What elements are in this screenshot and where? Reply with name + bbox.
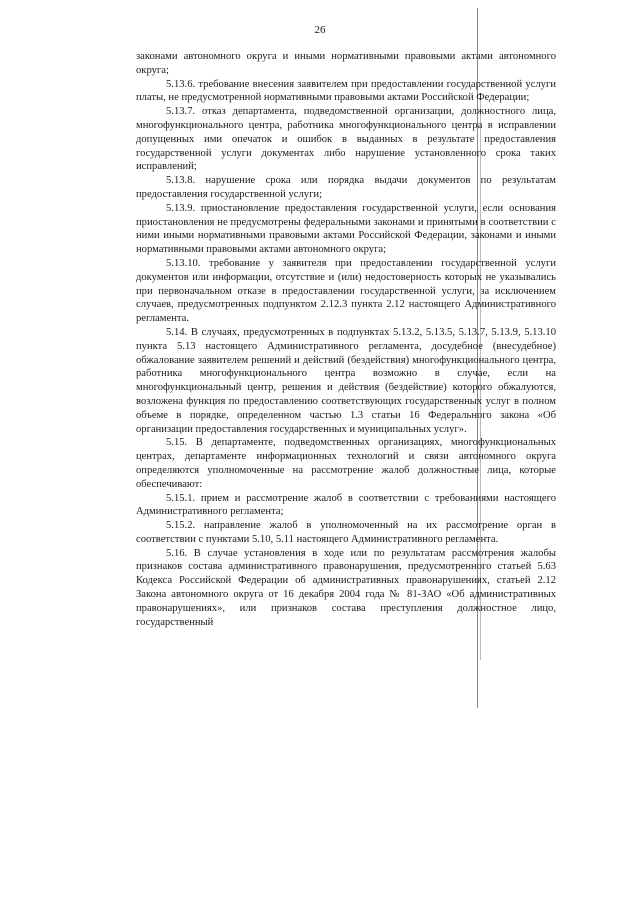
- paragraph: законами автономного округа и иными нормативными правовыми актами автономного округа;: [136, 51, 556, 76]
- paragraph: 5.13.9. приостановление предоставления государственной услуги, если основания приостановления не предусмотрены федеральными законами и принятыми в соответствии с ними иными нормативными правовыми актами Российской Федерации, законами и иными нормативными правовыми актами автономного округа;: [136, 202, 556, 256]
- paragraph: 5.13.10. требование у заявителя при предоставлении государственной услуги документов или информации, отсутствие и (или) недостоверность которых не указывались при первоначальном отказе в предоставлении государственной услуги, за исключением случаев, предусмотренных подпунктом 2.12.3 пункта 2.12 настоящего Административного регламента.: [136, 257, 556, 325]
- paragraph: 5.15. В департаменте, подведомственных организациях, многофункциональных центрах, департаменте информационных технологий и связи автономного округа определяются уполномоченные на рассмотрение жалоб должностные лица, которые обеспечивают:: [136, 437, 556, 490]
- document-body: [136, 50, 556, 629]
- paragraph: 5.15.1. прием и рассмотрение жалоб в соответствии с требованиями настоящего Административного регламента;: [136, 492, 556, 518]
- paragraph: 5.13.6. требование внесения заявителем при предоставлении государственной услуги платы, не предусмотренной нормативными правовыми актами Российской Федерации;: [136, 78, 556, 104]
- paragraph: 5.16. В случае установления в ходе или по результатам рассмотрения жалобы признаков состава административного правонарушения, предусмотренного статьей 5.63 Кодекса Российской Федерации об административных правонарушениях, статьей 2.12 Закона автономного округа от 16 декабря 2004 года № 81-ЗАО «Об административных правонарушениях», или признаков состава преступления должностное лицо, государственный: [136, 547, 556, 628]
- paragraph: 5.15.2. направление жалоб в уполномоченный на их рассмотрение орган в соответствии с пунктами 5.10, 5.11 настоящего Административного регламента.: [136, 520, 556, 545]
- paragraph: 5.13.7. отказ департамента, подведомственной организации, должностного лица, многофункционального центра, работника многофункционального центра в исправлении допущенных ими опечаток и ошибок в выданных в результате предоставления государственной услуги документах либо нарушение установленного срока таких исправлений;: [136, 106, 556, 173]
- paragraph: 5.14. В случаях, предусмотренных в подпунктах 5.13.2, 5.13.5, 5.13.7, 5.13.9, 5.13.10 пункта 5.13 настоящего Административного регламента, досудебное (внесудебное) обжалование заявителем решений и действий (бездействия) многофункционального центра, работника многофункционального центра возможно в случае, если на многофункциональный центр, решения и действия (бездействие) которого обжалуются, возложена функция по предоставлению соответствующих государственных услуг в полном объеме в порядке, определенном частью 1.3 статьи 16 Федерального закона «Об организации предоставления государственных и муниципальных услуг».: [136, 326, 556, 435]
- page-number: 26: [314, 24, 326, 36]
- paragraph: 5.13.8. нарушение срока или порядка выдачи документов по результатам предоставления государственной услуги;: [136, 175, 556, 200]
